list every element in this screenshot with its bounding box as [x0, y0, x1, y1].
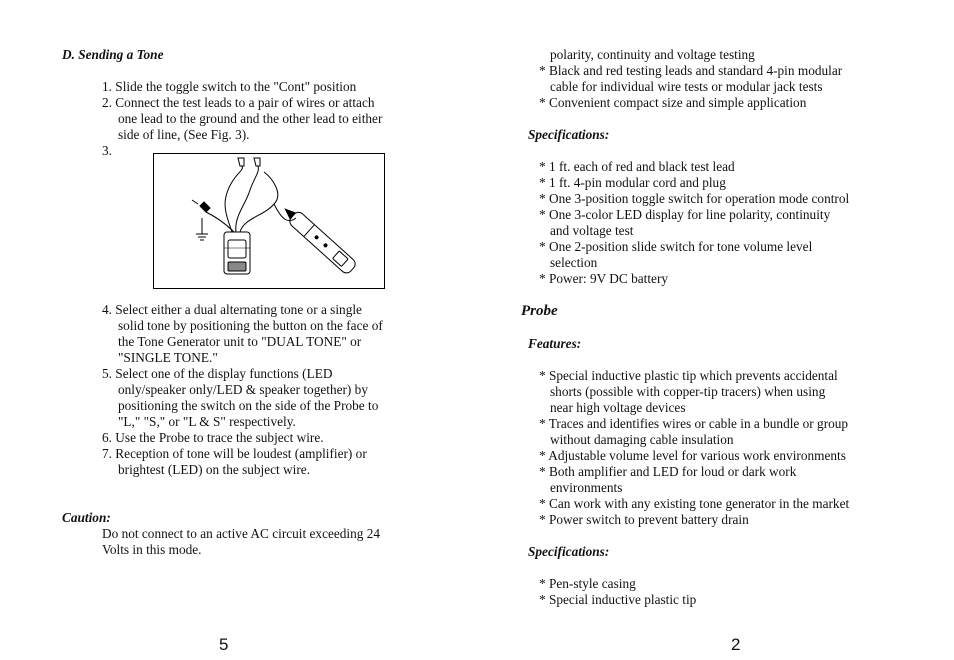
- feature-line: * Black and red testing leads and standard 4-pin modular: [539, 63, 843, 78]
- figure-3-illustration: [153, 153, 385, 289]
- probe-title: Probe: [521, 303, 558, 319]
- spec-line: * One 2-position slide switch for tone volume level: [539, 239, 813, 254]
- caution-line: Volts in this mode.: [102, 542, 202, 557]
- specifications-title-2: Specifications:: [528, 544, 610, 559]
- step-line: "L," "S," or "L & S" respectively.: [118, 414, 296, 429]
- step-line: 1. Slide the toggle switch to the "Cont" position: [102, 79, 357, 94]
- tone-generator-probe-drawing: [154, 154, 384, 288]
- feature-line: shorts (possible with copper-tip tracers) when using: [550, 384, 826, 399]
- spec-line: * 1 ft. 4-pin modular cord and plug: [539, 175, 726, 190]
- step-line: positioning the switch on the side of the Probe to: [118, 398, 379, 413]
- page-number-left: 5: [219, 635, 229, 654]
- feature-line: cable for individual wire tests or modular jack tests: [550, 79, 823, 94]
- step-line: brightest (LED) on the subject wire.: [118, 462, 311, 477]
- section-title: D. Sending a Tone: [62, 47, 164, 62]
- step-line: 4. Select either a dual alternating tone or a single: [102, 302, 362, 317]
- feature-line: * Adjustable volume level for various work environments: [539, 448, 846, 463]
- spec-line: selection: [550, 255, 598, 270]
- spec-line: * 1 ft. each of red and black test lead: [539, 159, 735, 174]
- features-title: Features:: [528, 336, 582, 351]
- probe-body: [287, 210, 357, 275]
- feature-line: * Both amplifier and LED for loud or dark work: [539, 464, 797, 479]
- spec-line: * One 3-position toggle switch for operation mode control: [539, 191, 850, 206]
- spec-line: * Power: 9V DC battery: [539, 271, 669, 286]
- feature-line: * Power switch to prevent battery drain: [539, 512, 749, 527]
- step-line: one lead to the ground and the other lead to either: [118, 111, 383, 126]
- specifications-title: Specifications:: [528, 127, 610, 142]
- step-line: "SINGLE TONE.": [118, 350, 218, 365]
- step-line: the Tone Generator unit to "DUAL TONE" or: [118, 334, 362, 349]
- step-line: side of line, (See Fig. 3).: [118, 127, 250, 142]
- step-line: 7. Reception of tone will be loudest (amplifier) or: [102, 446, 367, 461]
- step-line: solid tone by positioning the button on the face of: [118, 318, 383, 333]
- step-line: 6. Use the Probe to trace the subject wire.: [102, 430, 324, 445]
- caution-line: Do not connect to an active AC circuit exceeding 24: [102, 526, 381, 541]
- step-line: 5. Select one of the display functions (LED: [102, 366, 333, 381]
- spec-line: * One 3-color LED display for line polarity, continuity: [539, 207, 831, 222]
- spec-line: * Special inductive plastic tip: [539, 592, 697, 607]
- feature-line: * Can work with any existing tone generator in the market: [539, 496, 850, 511]
- page-number-right: 2: [731, 635, 741, 654]
- step-line: 3.: [102, 143, 112, 158]
- feature-line: * Special inductive plastic tip which prevents accidental: [539, 368, 838, 383]
- feature-line: near high voltage devices: [550, 400, 686, 415]
- feature-line: * Traces and identifies wires or cable in a bundle or group: [539, 416, 849, 431]
- feature-line: environments: [550, 480, 623, 495]
- caution-title: Caution:: [62, 510, 111, 525]
- step-line: 2. Connect the test leads to a pair of wires or attach: [102, 95, 375, 110]
- feature-line: without damaging cable insulation: [550, 432, 734, 447]
- spec-line: * Pen-style casing: [539, 576, 636, 591]
- step-line: only/speaker only/LED & speaker together) by: [118, 382, 368, 397]
- spec-line: and voltage test: [550, 223, 634, 238]
- feature-line: polarity, continuity and voltage testing: [550, 47, 755, 62]
- feature-line: * Convenient compact size and simple application: [539, 95, 807, 110]
